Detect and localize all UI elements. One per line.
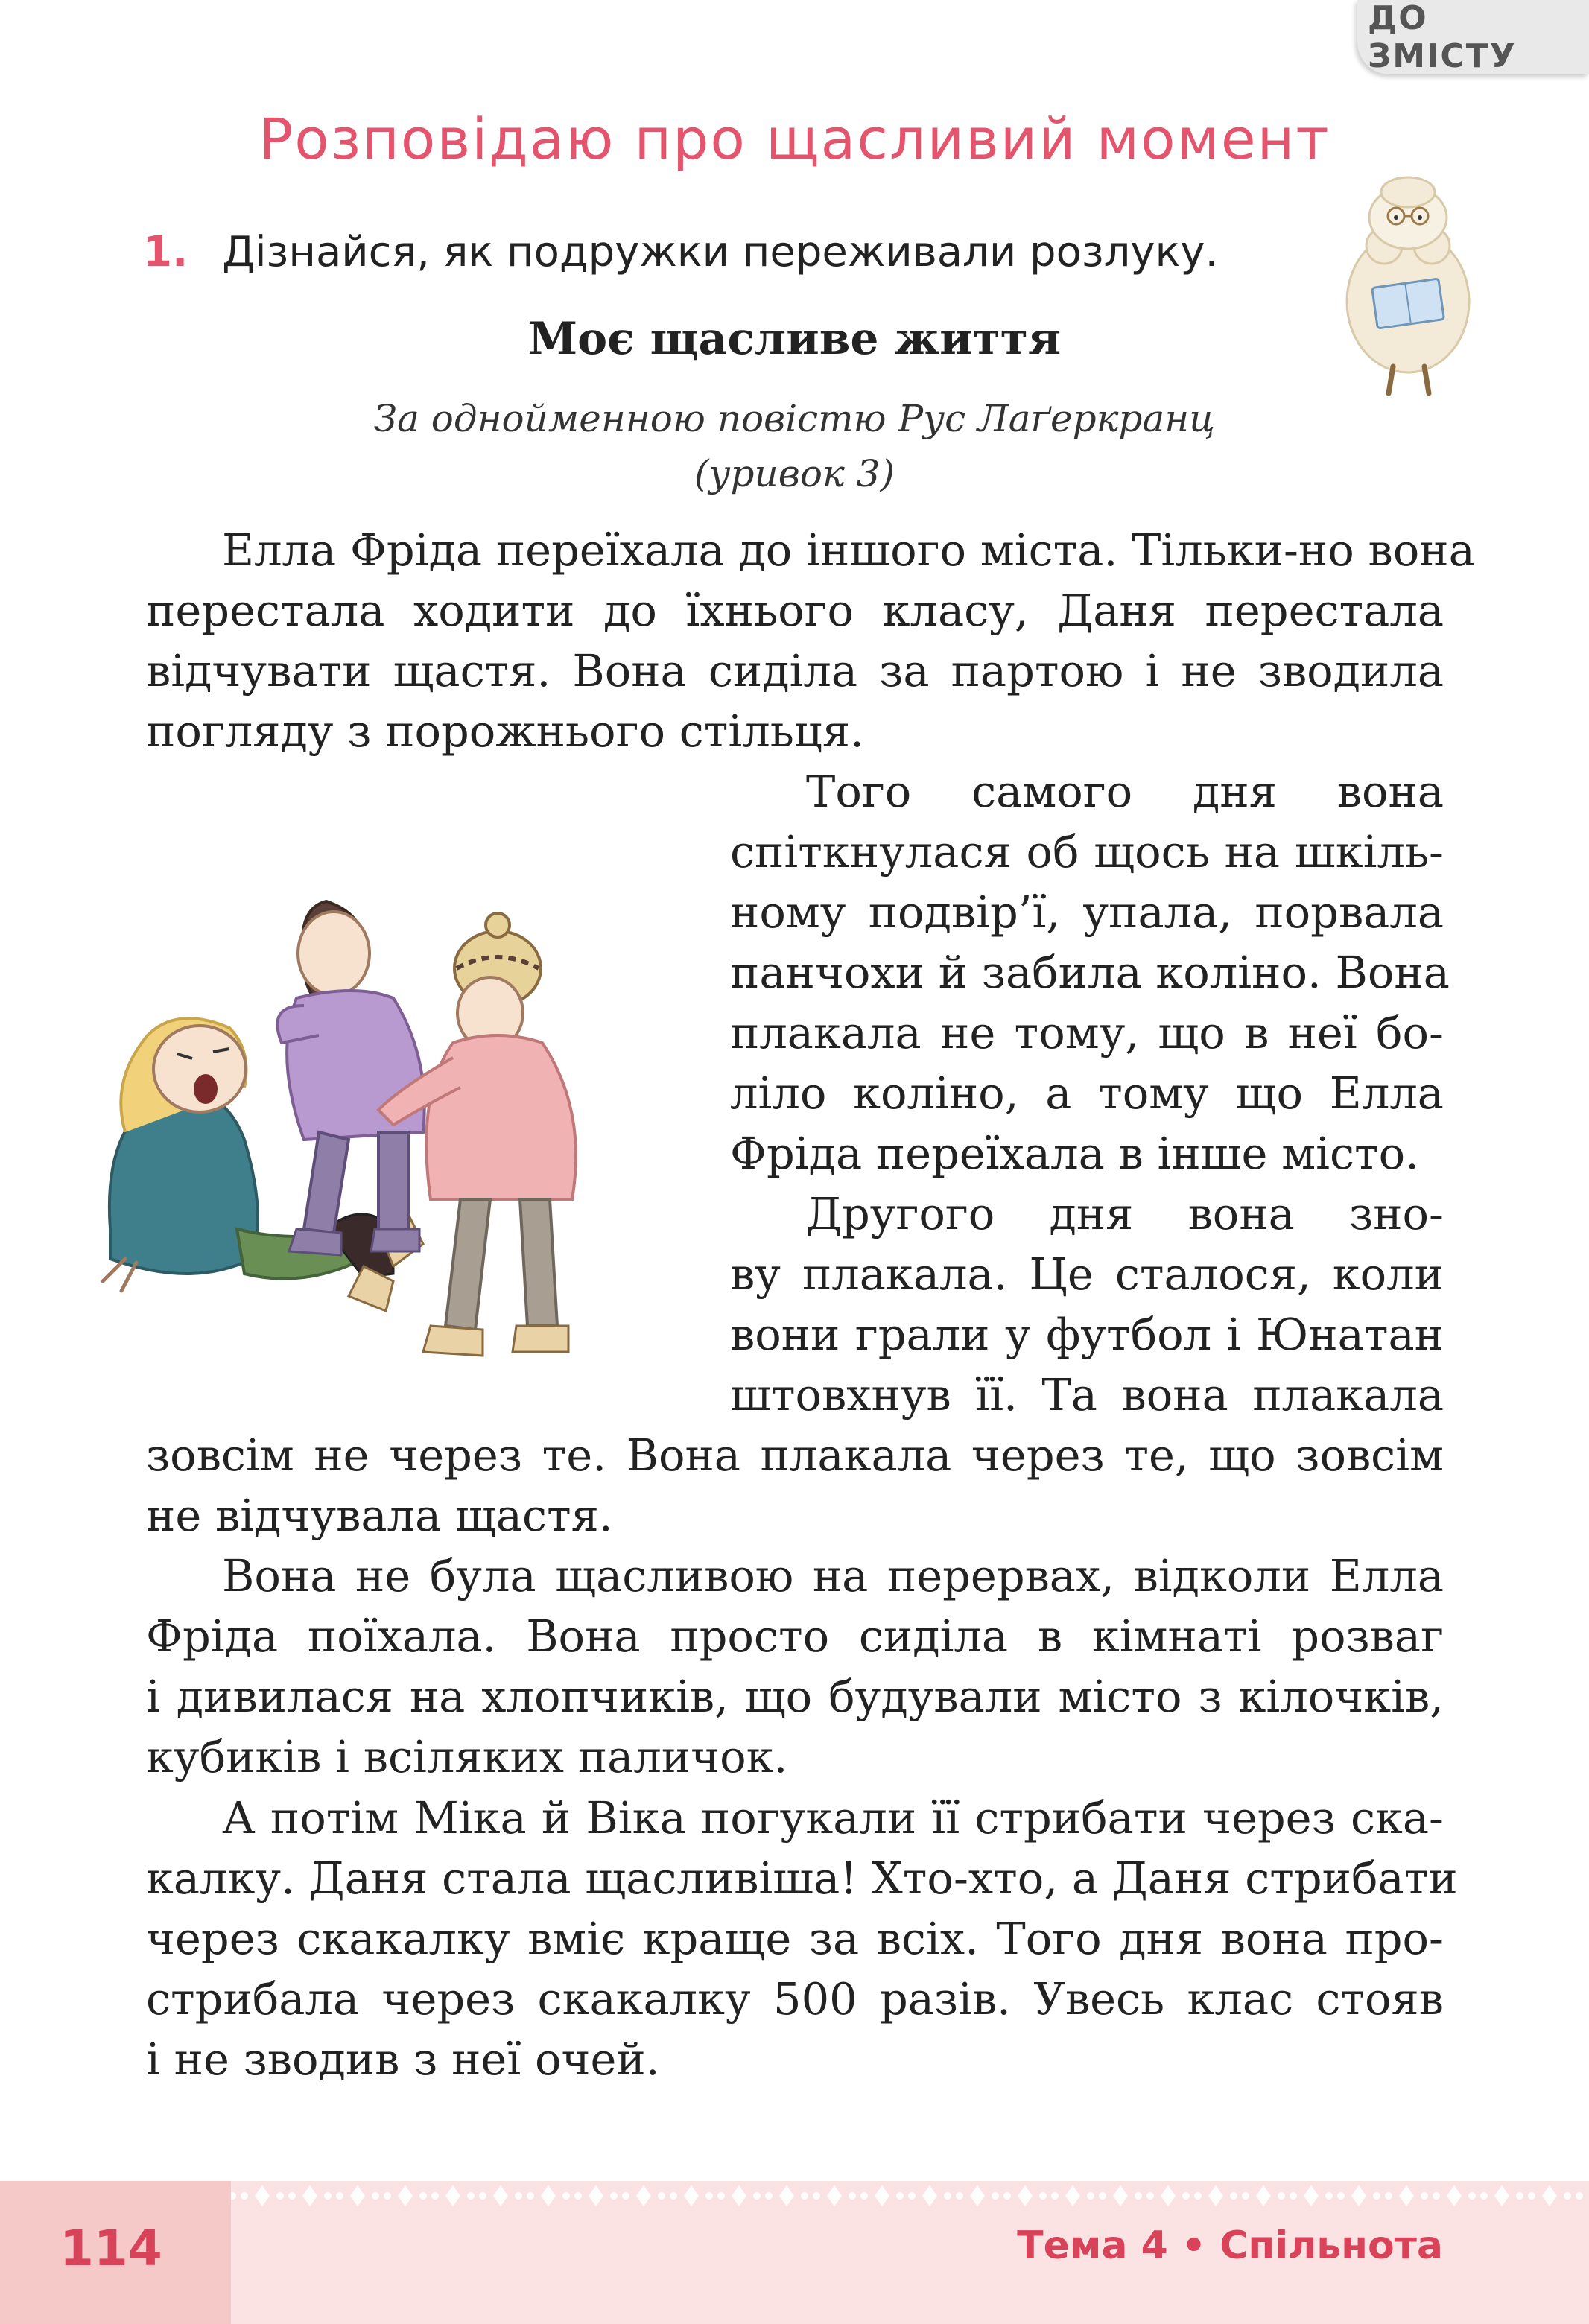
- text-line: спіткнулася об щось на шкіль-: [730, 826, 1444, 877]
- toc-label: ДО ЗМІСТУ: [1368, 0, 1517, 75]
- text-line: зовсім не через те. Вона плакала через те, що зовсім: [146, 1429, 1444, 1481]
- text-line: перестала ходити до їхнього класу, Даня перестала: [146, 585, 1444, 636]
- text-line: Елла Фріда переїхала до іншого міста. Тільки-но вона: [222, 524, 1475, 576]
- text-line: плакала не тому, що в неї бо-: [730, 1007, 1444, 1058]
- paragraph-2: [730, 761, 1450, 1184]
- text-line: А потім Міка й Віка погукали її стрибати через ска-: [222, 1792, 1444, 1844]
- paragraph-3-full: [146, 1425, 1444, 1546]
- text-line: і дивилася на хлопчиків, що будували місто з кілочків,: [146, 1671, 1444, 1722]
- text-line: і не зводив з неї очей.: [146, 2034, 660, 2085]
- text-line: кубиків і всіляких паличок.: [146, 1731, 788, 1782]
- text-line: ліло коліно, а тому що Елла: [730, 1067, 1444, 1119]
- text-line: вони грали у футбол і Юнатан: [730, 1309, 1444, 1360]
- task-text: Дізнайся, як подружки переживали розлуку.: [222, 228, 1219, 276]
- text-line: не відчувала щастя.: [146, 1490, 613, 1541]
- footer-ornament: [0, 2181, 1589, 2211]
- text-line: панчохи й забила коліно. Вона: [730, 947, 1450, 998]
- text-line: ному подвір’ї, упала, порвала: [730, 886, 1444, 938]
- text-line: Фріда переїхала в інше місто.: [730, 1128, 1419, 1179]
- text-line: стрибала через скакалку 500 разів. Увесь клас стояв: [146, 1973, 1444, 2025]
- text-line: Вона не була щасливою на перервах, відколи Елла: [222, 1550, 1444, 1601]
- lesson-title: Розповідаю про щасливий момент: [259, 106, 1330, 172]
- paragraph-1: [146, 520, 1475, 761]
- paragraph-5: [146, 1788, 1458, 2089]
- paragraph-4: [146, 1546, 1444, 1787]
- story-title: Моє щасливе життя: [527, 313, 1062, 365]
- subtitle-source: За однойменною повістю Рус Лаґеркранц: [373, 397, 1216, 440]
- purple-girl: [277, 901, 424, 1255]
- page-number: 114: [60, 2220, 162, 2277]
- text-line: штовхнув її. Та вона плакала: [730, 1369, 1444, 1420]
- story-subtitle: [0, 391, 1589, 501]
- text-line: ву плакала. Це сталося, коли: [730, 1248, 1444, 1300]
- task-number: 1.: [143, 228, 188, 276]
- text-line: погляду з порожнього стільця.: [146, 705, 864, 757]
- sheep-reading-icon: [1333, 171, 1482, 402]
- subtitle-excerpt: (уривок 3): [694, 452, 895, 495]
- footer-topic: Тема 4 • Спільнота: [1017, 2223, 1443, 2268]
- text-line: відчувати щастя. Вона сиділа за партою і не зводила: [146, 645, 1444, 696]
- text-line: Того самого дня вона: [806, 766, 1444, 817]
- toc-tab[interactable]: [1357, 0, 1589, 74]
- text-line: Другого дня вона зно-: [806, 1188, 1444, 1239]
- text-line: через скакалку вміє краще за всіх. Того дня вона про-: [146, 1913, 1444, 1964]
- text-line: Фріда поїхала. Вона просто сиділа в кімнаті розваг: [146, 1610, 1444, 1662]
- paragraph-3-side: [730, 1184, 1444, 1425]
- task-line: [143, 228, 1218, 276]
- text-line: калку. Даня стала щасливіша! Хто-хто, а Даня стрибати: [146, 1852, 1458, 1904]
- three-girls-illustration: [80, 812, 676, 1378]
